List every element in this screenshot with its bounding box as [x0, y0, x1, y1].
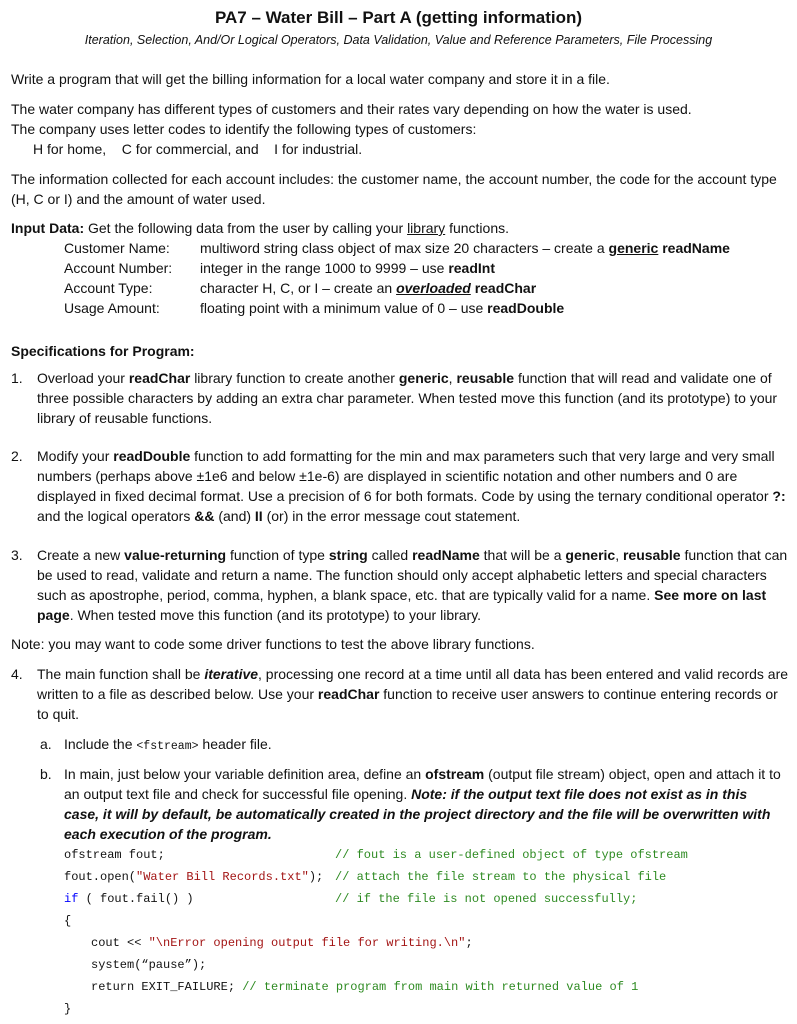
input-label: Usage Amount:: [64, 300, 160, 316]
code-line-7: return EXIT_FAILURE; // terminate program from main with returned value of 1: [91, 980, 639, 994]
code-line-8: }: [64, 1002, 72, 1016]
spec-item-4: The main function shall be iterative, processing one record at a time until all data has been entered and valid records are written to a file as described below. Use your readChar function to receive user answers to continue entering records or to quit.: [37, 666, 789, 722]
input-data-lead: Get the following data from the user by calling your: [88, 220, 404, 236]
spec-item-1: Overload your readChar library function to create another generic, reusable function that will read and validate one of three possible characters by adding an extra char parameter. When tested move this function (and its prototype) to your library of reusable functions.: [37, 370, 778, 426]
input-data-heading: Input Data:: [11, 220, 85, 236]
input-label: Account Type:: [64, 280, 153, 296]
intro-paragraph-3: The information collected for each account includes: the customer name, the account number, the code for the account type (H, C or I) and the amount of water used.: [11, 171, 777, 207]
code-comment-2: // attach the file stream to the physical file: [335, 870, 667, 884]
sub-item-b-letter: b.: [40, 766, 52, 782]
page-title: PA7 – Water Bill – Part A (getting information): [214, 8, 583, 27]
intro-line-2b: The company uses letter codes to identify the following types of customers:: [11, 121, 477, 137]
item-2-number: 2.: [11, 448, 23, 464]
input-value: floating point with a minimum value of 0 – use readDouble: [200, 300, 565, 316]
item-3-number: 3.: [11, 547, 23, 563]
input-label: Customer Name:: [64, 240, 170, 256]
sub-item-b: In main, just below your variable definition area, define an ofstream (output file stream) object, open and attach it to an output text file and check for successful file opening. Note: if the output text file does not exist as in this case, it will by default, be automatically created in the project directory and the file will be overwritten with each execution of the program.: [64, 766, 781, 842]
input-data-intro: [11, 218, 791, 238]
code-line-3: if ( fout.fail() ): [64, 892, 194, 906]
code-line-5: cout << "\nError opening output file for writing.\n";: [91, 936, 473, 950]
input-value: multiword string class object of max size 20 characters – create a generic readName: [200, 240, 730, 256]
code-line-4: {: [64, 914, 72, 928]
input-value: character H, C, or I – create an overloaded readChar: [200, 280, 537, 296]
spec-item-2: Modify your readDouble function to add formatting for the min and max parameters such that very large and very small numbers (perhaps above ±1e6 and below ±1e-6) are displayed in scientific notation and other numbers and 0 are displayed in fixed decimal format. Use a precision of 6 for both formats. Code by using the ternary conditional operator ?: and the logical operators && (and) II (or) in the error message cout statement.: [37, 448, 786, 524]
sub-item-a: Include the <fstream> header file.: [64, 736, 272, 753]
page-subtitle: Iteration, Selection, And/Or Logical Operators, Data Validation, Value and Reference Parameters, File Processing: [84, 33, 713, 47]
specs-heading: Specifications for Program:: [11, 343, 195, 359]
sub-item-a-letter: a.: [40, 736, 52, 752]
code-line-1: ofstream fout;: [64, 848, 165, 862]
item-1-number: 1.: [11, 370, 23, 386]
code-comment-3: // if the file is not opened successfully;: [335, 892, 638, 906]
input-value: integer in the range 1000 to 9999 – use readInt: [200, 260, 495, 276]
code-comment-1: // fout is a user-defined object of type ofstream: [335, 848, 688, 862]
intro-paragraph-1: Write a program that will get the billing information for a local water company and store it in a file.: [11, 71, 610, 87]
driver-note: Note: you may want to code some driver functions to test the above library functions.: [11, 636, 535, 652]
intro-line-2a: The water company has different types of customers and their rates vary depending on how the water is used.: [11, 101, 692, 117]
code-line-6: system(“pause”);: [91, 958, 207, 972]
spec-item-3: Create a new value-returning function of type string called readName that will be a generic, reusable function that can be used to read, validate and return a name. The function should only accept alphabetic letters and special characters such as apostrophe, period, comma, hyphen, a blank space, etc. that are typically valid for a name. See more on last page. When tested move this function (and its prototype) to your library.: [37, 547, 788, 623]
item-4-number: 4.: [11, 666, 23, 682]
code-line-2: fout.open("Water Bill Records.txt");: [64, 870, 324, 884]
input-data-tail: functions.: [449, 220, 510, 236]
library-word: library: [407, 220, 446, 236]
customer-codes-line: H for home, C for commercial, and I for industrial.: [33, 141, 363, 157]
intro-paragraph-2: [11, 99, 791, 159]
input-label: Account Number:: [64, 260, 173, 276]
